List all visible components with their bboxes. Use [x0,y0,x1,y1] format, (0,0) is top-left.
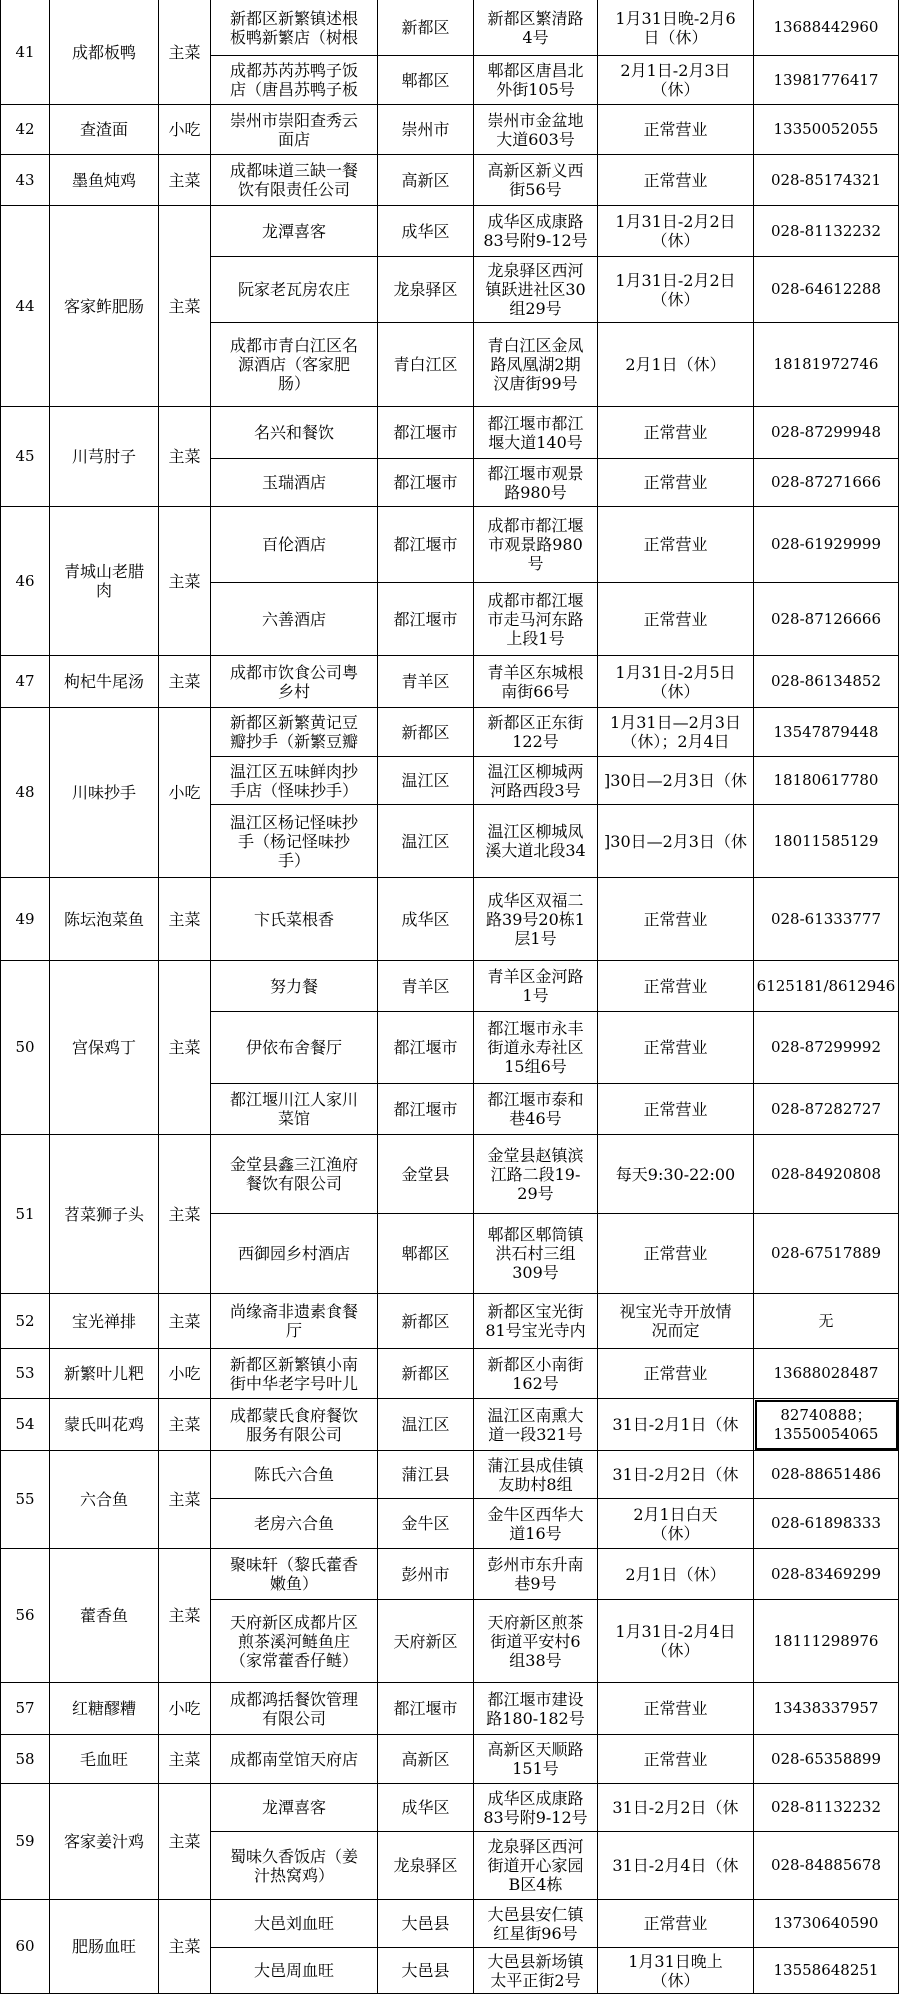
phone-number: 无 [754,1294,899,1349]
address: 都江堰市泰和 巷46号 [474,1084,598,1135]
shop-name: 百伦酒店 [211,507,378,583]
address: 温江区柳城凤 溪大道北段34 [474,805,598,878]
shop-name: 都江堰川江人家川 菜馆 [211,1084,378,1135]
dish-name: 宝光禅排 [50,1294,159,1349]
phone-number: 13688028487 [754,1349,899,1399]
business-hours: ]30日—2月3日（休 [598,757,754,805]
dish-name: 陈坛泡菜鱼 [50,878,159,961]
dish-category: 主菜 [159,1451,211,1549]
district: 彭州市 [378,1549,474,1600]
district: 都江堰市 [378,1683,474,1735]
address: 新都区繁清路 4号 [474,0,598,56]
shop-name: 新都区新繁镇小南 街中华老字号叶儿 [211,1349,378,1399]
shop-name: 成都南堂馆天府店 [211,1735,378,1784]
address: 蒲江县成佳镇 友助村8组 [474,1451,598,1499]
address: 郫都区郫筒镇 洪石村三组 309号 [474,1214,598,1294]
shop-name: 金堂县鑫三江渔府 餐饮有限公司 [211,1135,378,1214]
shop-name: 新都区新繁镇述根 板鸭新繁店（树根 [211,0,378,56]
dish-name: 成都板鸭 [50,0,159,105]
phone-number: 028-84920808 [754,1135,899,1214]
phone-number: 028-85174321 [754,155,899,206]
business-hours: 1月31日-2月2日 （休） [598,257,754,323]
address: 成华区成康路 83号附9-12号 [474,1784,598,1832]
address: 天府新区煎茶 街道平安村6 组38号 [474,1600,598,1683]
district: 龙泉驿区 [378,257,474,323]
row-number: 51 [0,1135,50,1294]
business-hours: 1月31日-2月2日 （休） [598,206,754,257]
shop-name: 崇州市崇阳查秀云 面店 [211,105,378,155]
dish-category: 主菜 [159,878,211,961]
phone-number: 028-87299992 [754,1012,899,1084]
address: 都江堰市建设 路180-182号 [474,1683,598,1735]
shop-name: 名兴和餐饮 [211,407,378,459]
business-hours: 正常营业 [598,583,754,656]
district: 郫都区 [378,56,474,105]
row-number: 42 [0,105,50,155]
dish-category: 主菜 [159,507,211,656]
shop-name: 成都蒙氏食府餐饮 服务有限公司 [211,1399,378,1451]
phone-number: 028-87282727 [754,1084,899,1135]
district: 新都区 [378,1294,474,1349]
phone-number: 13438337957 [754,1683,899,1735]
row-number: 52 [0,1294,50,1349]
row-number: 53 [0,1349,50,1399]
district: 青白江区 [378,323,474,407]
district: 新都区 [378,708,474,757]
phone-number: 13981776417 [754,56,899,105]
phone-number: 13350052055 [754,105,899,155]
business-hours: 2月1日（休） [598,1549,754,1600]
district: 龙泉驿区 [378,1832,474,1900]
dish-category: 小吃 [159,708,211,878]
address: 新都区宝光街 81号宝光寺内 [474,1294,598,1349]
address: 成都市都江堰 市走马河东路 上段1号 [474,583,598,656]
address: 都江堰市都江 堰大道140号 [474,407,598,459]
address: 成华区双福二 路39号20栋1 层1号 [474,878,598,961]
district: 都江堰市 [378,459,474,507]
shop-name: 成都味道三缺一餐 饮有限责任公司 [211,155,378,206]
district: 温江区 [378,805,474,878]
shop-name: 六善酒店 [211,583,378,656]
phone-number: 028-84885678 [754,1832,899,1900]
row-number: 41 [0,0,50,105]
dish-category: 主菜 [159,1735,211,1784]
district: 郫都区 [378,1214,474,1294]
address: 成华区成康路 83号附9-12号 [474,206,598,257]
row-number: 43 [0,155,50,206]
dish-category: 主菜 [159,155,211,206]
dish-name: 客家鲊肥肠 [50,206,159,407]
business-hours: 每天9:30-22:00 [598,1135,754,1214]
phone-number: 028-88651486 [754,1451,899,1499]
dish-name: 红糖醪糟 [50,1683,159,1735]
row-number: 50 [0,961,50,1135]
district: 成华区 [378,1784,474,1832]
row-number: 45 [0,407,50,507]
district: 新都区 [378,0,474,56]
district: 都江堰市 [378,407,474,459]
phone-number: 82740888； 13550054065 [754,1399,899,1451]
business-hours: 正常营业 [598,507,754,583]
business-hours: 31日-2月2日（休 [598,1784,754,1832]
shop-name: 龙潭喜客 [211,1784,378,1832]
phone-number: 028-87299948 [754,407,899,459]
phone-number: 13558648251 [754,1948,899,1994]
district: 温江区 [378,757,474,805]
business-hours: 正常营业 [598,1349,754,1399]
dish-category: 主菜 [159,1135,211,1294]
shop-name: 大邑刘血旺 [211,1900,378,1948]
address: 成都市都江堰 市观景路980 号 [474,507,598,583]
dish-name: 苕菜狮子头 [50,1135,159,1294]
address: 青羊区金河路 1号 [474,961,598,1012]
business-hours: 正常营业 [598,1012,754,1084]
shop-name: 玉瑞酒店 [211,459,378,507]
row-number: 44 [0,206,50,407]
address: 温江区南熏大 道一段321号 [474,1399,598,1451]
dish-name: 藿香鱼 [50,1549,159,1683]
district: 高新区 [378,1735,474,1784]
business-hours: 正常营业 [598,1214,754,1294]
shop-name: 聚味轩（黎氏藿香 嫩鱼） [211,1549,378,1600]
district: 金堂县 [378,1135,474,1214]
business-hours: 正常营业 [598,1683,754,1735]
business-hours: 正常营业 [598,407,754,459]
dish-name: 川芎肘子 [50,407,159,507]
dish-name: 川味抄手 [50,708,159,878]
shop-name: 成都市青白江区名 源酒店（客家肥 肠） [211,323,378,407]
shop-name: 成都市饮食公司粤 乡村 [211,656,378,708]
business-hours: 2月1日-2月3日 （休） [598,56,754,105]
phone-number: 18180617780 [754,757,899,805]
district: 金牛区 [378,1499,474,1549]
address: 彭州市东升南 巷9号 [474,1549,598,1600]
dish-category: 主菜 [159,1900,211,1994]
dish-category: 主菜 [159,656,211,708]
row-number: 48 [0,708,50,878]
row-number: 47 [0,656,50,708]
phone-number: 028-87271666 [754,459,899,507]
phone-number: 028-61333777 [754,878,899,961]
address: 都江堰市永丰 街道永寿社区 15组6号 [474,1012,598,1084]
row-number: 49 [0,878,50,961]
row-number: 60 [0,1900,50,1994]
row-number: 56 [0,1549,50,1683]
district: 新都区 [378,1349,474,1399]
address: 郫都区唐昌北 外街105号 [474,56,598,105]
district: 成华区 [378,206,474,257]
shop-name: 尚缘斋非遗素食餐 厅 [211,1294,378,1349]
phone-number: 028-81132232 [754,1784,899,1832]
dish-category: 主菜 [159,961,211,1135]
business-hours: 正常营业 [598,459,754,507]
shop-name: 陈氏六合鱼 [211,1451,378,1499]
shop-name: 蜀味久香饭店（姜 汁热窝鸡） [211,1832,378,1900]
address: 新都区正东街 122号 [474,708,598,757]
business-hours: 正常营业 [598,1900,754,1948]
phone-number: 18011585129 [754,805,899,878]
business-hours: 正常营业 [598,1084,754,1135]
dish-category: 主菜 [159,0,211,105]
dish-category: 小吃 [159,1349,211,1399]
address: 金牛区西华大 道16号 [474,1499,598,1549]
address: 大邑县安仁镇 红星街96号 [474,1900,598,1948]
address: 龙泉驿区西河 镇跃进社区30 组29号 [474,257,598,323]
dish-name: 墨鱼炖鸡 [50,155,159,206]
dish-category: 主菜 [159,1399,211,1451]
phone-number: 028-61929999 [754,507,899,583]
business-hours: 1月31日—2月3日 （休）；2月4日 [598,708,754,757]
business-hours: 视宝光寺开放情 况而定 [598,1294,754,1349]
shop-name: 成都鸿括餐饮管理 有限公司 [211,1683,378,1735]
address: 金堂县赵镇滨 江路二段19- 29号 [474,1135,598,1214]
address: 崇州市金盆地 大道603号 [474,105,598,155]
row-number: 46 [0,507,50,656]
address: 龙泉驿区西河 街道开心家园 B区4栋 [474,1832,598,1900]
row-number: 59 [0,1784,50,1900]
phone-number: 028-81132232 [754,206,899,257]
business-hours: 1月31日-2月4日 （休） [598,1600,754,1683]
dish-name: 客家姜汁鸡 [50,1784,159,1900]
address: 高新区新义西 街56号 [474,155,598,206]
dish-category: 小吃 [159,105,211,155]
phone-number: 18181972746 [754,323,899,407]
dish-name: 青城山老腊 肉 [50,507,159,656]
dish-name: 新繁叶儿粑 [50,1349,159,1399]
business-hours: 正常营业 [598,1735,754,1784]
address: 温江区柳城两 河路西段3号 [474,757,598,805]
district: 大邑县 [378,1900,474,1948]
business-hours: 1月31日晚上 （休） [598,1948,754,1994]
district: 天府新区 [378,1600,474,1683]
dish-category: 主菜 [159,206,211,407]
district: 崇州市 [378,105,474,155]
address: 青白江区金凤 路凤凰湖2期 汉唐街99号 [474,323,598,407]
business-hours: 正常营业 [598,155,754,206]
dish-category: 主菜 [159,1784,211,1900]
phone-number: 028-87126666 [754,583,899,656]
phone-number: 13547879448 [754,708,899,757]
dish-category: 小吃 [159,1683,211,1735]
district: 青羊区 [378,961,474,1012]
address: 都江堰市观景 路980号 [474,459,598,507]
row-number: 55 [0,1451,50,1549]
district: 高新区 [378,155,474,206]
shop-name: 新都区新繁黄记豆 瓣抄手（新繁豆瓣 [211,708,378,757]
district: 大邑县 [378,1948,474,1994]
phone-number: 18111298976 [754,1600,899,1683]
district: 蒲江县 [378,1451,474,1499]
business-hours: 2月1日（休） [598,323,754,407]
district: 青羊区 [378,656,474,708]
business-hours: 1月31日晚-2月6 日（休） [598,0,754,56]
dish-name: 枸杞牛尾汤 [50,656,159,708]
shop-name: 大邑周血旺 [211,1948,378,1994]
business-hours: 31日-2月4日（休 [598,1832,754,1900]
shop-name: 天府新区成都片区 煎茶溪河鲢鱼庄 （家常藿香仔鲢） [211,1600,378,1683]
business-hours: 31日-2月1日（休 [598,1399,754,1451]
phone-number: 028-83469299 [754,1549,899,1600]
district: 都江堰市 [378,1012,474,1084]
shop-name: 温江区杨记怪味抄 手（杨记怪味抄 手） [211,805,378,878]
phone-number: 028-61898333 [754,1499,899,1549]
phone-number: 028-86134852 [754,656,899,708]
dish-name: 毛血旺 [50,1735,159,1784]
dish-name: 蒙氏叫花鸡 [50,1399,159,1451]
dish-name: 六合鱼 [50,1451,159,1549]
phone-number: 13688442960 [754,0,899,56]
business-hours: ]30日—2月3日（休 [598,805,754,878]
phone-number: 028-64612288 [754,257,899,323]
business-hours: 31日-2月2日（休 [598,1451,754,1499]
district: 成华区 [378,878,474,961]
district: 都江堰市 [378,1084,474,1135]
business-hours: 正常营业 [598,878,754,961]
phone-number: 028-67517889 [754,1214,899,1294]
phone-number: 6125181/8612946 [754,961,899,1012]
shop-name: 龙潭喜客 [211,206,378,257]
address: 高新区天顺路 151号 [474,1735,598,1784]
business-hours: 正常营业 [598,961,754,1012]
dish-name: 宫保鸡丁 [50,961,159,1135]
dish-category: 主菜 [159,407,211,507]
business-hours: 2月1日白天 （休） [598,1499,754,1549]
address: 新都区小南街 162号 [474,1349,598,1399]
shop-name: 温江区五味鲜肉抄 手店（怪味抄手） [211,757,378,805]
row-number: 57 [0,1683,50,1735]
dish-name: 查渣面 [50,105,159,155]
shop-name: 西御园乡村酒店 [211,1214,378,1294]
shop-name: 卞氏菜根香 [211,878,378,961]
district: 温江区 [378,1399,474,1451]
address: 大邑县新场镇 太平正街2号 [474,1948,598,1994]
shop-name: 成都苏芮苏鸭子饭 店（唐昌苏鸭子板 [211,56,378,105]
phone-number: 028-65358899 [754,1735,899,1784]
address: 青羊区东城根 南街66号 [474,656,598,708]
business-hours: 1月31日-2月5日 （休） [598,656,754,708]
row-number: 58 [0,1735,50,1784]
shop-name: 老房六合鱼 [211,1499,378,1549]
shop-name: 伊依布舍餐厅 [211,1012,378,1084]
business-hours: 正常营业 [598,105,754,155]
district: 都江堰市 [378,507,474,583]
shop-name: 阮家老瓦房农庄 [211,257,378,323]
row-number: 54 [0,1399,50,1451]
dish-category: 主菜 [159,1294,211,1349]
dish-name: 肥肠血旺 [50,1900,159,1994]
phone-number: 13730640590 [754,1900,899,1948]
shop-name: 努力餐 [211,961,378,1012]
dish-category: 主菜 [159,1549,211,1683]
district: 都江堰市 [378,583,474,656]
